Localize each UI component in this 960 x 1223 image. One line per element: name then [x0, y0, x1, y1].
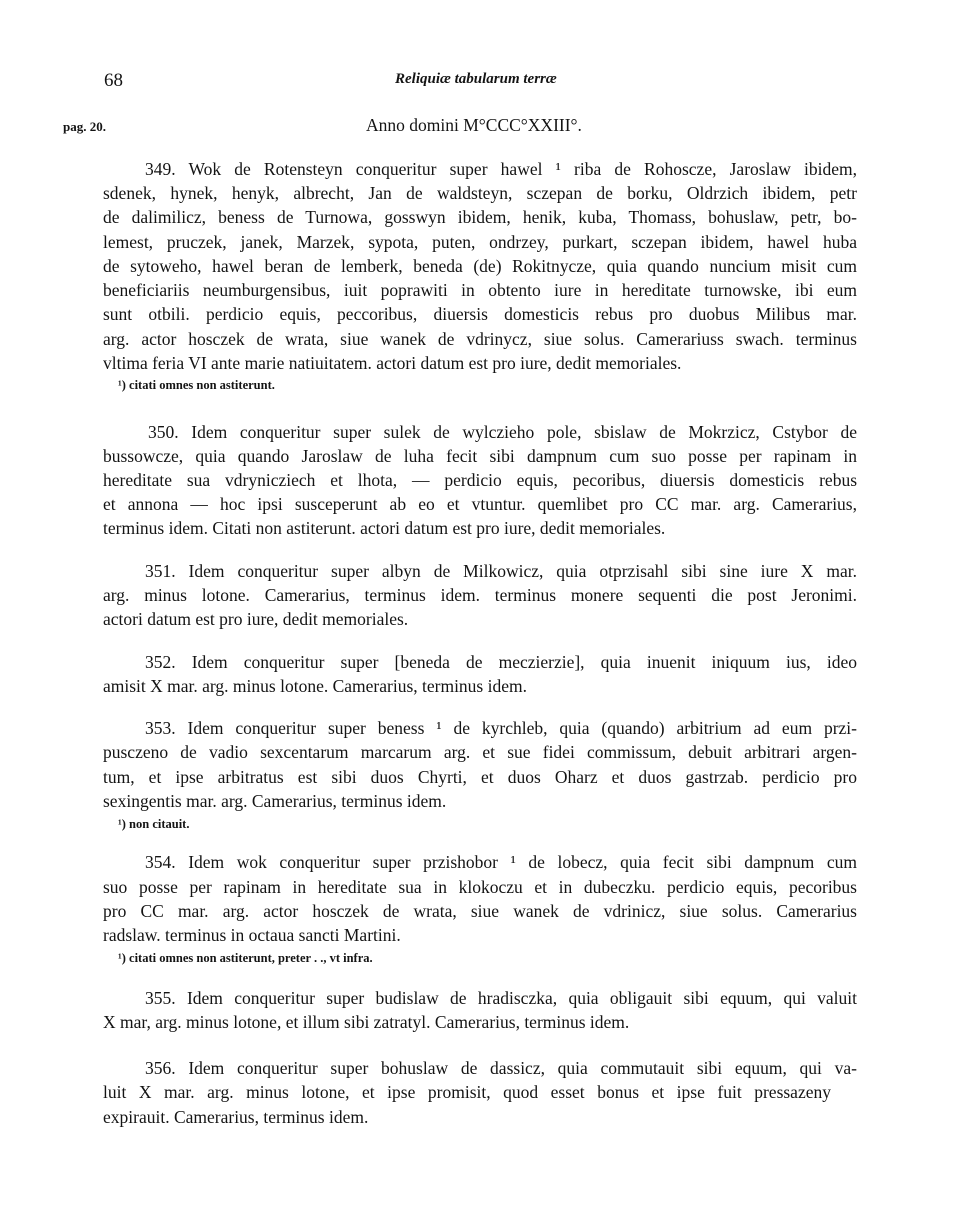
entry-line: 352. Idem conqueritur super [beneda de meczierzie], quia inuenit iniquum ius, ideo [145, 652, 857, 672]
entry-line: amisit X mar. arg. minus lotone. Camerarius, terminus idem. [103, 676, 527, 696]
entry-line: hereditate sua vdrynicziech et lhota, — perdicio equis, pecoribus, diuersis domesticis rebus [103, 470, 857, 490]
entry-line: expirauit. Camerarius, terminus idem. [103, 1107, 369, 1127]
entry-line: sdenek, hynek, henyk, albrecht, Jan de waldsteyn, sczepan de borku, Oldrzich ibidem, petr [103, 183, 857, 203]
entry-line: 355. Idem conqueritur super budislaw de hradisczka, quia obligauit sibi equum, qui valuit [145, 988, 857, 1008]
entry-line: 353. Idem conqueritur super beness ¹ de kyrchleb, quia (quando) arbitrium ad eum przi- [145, 718, 857, 738]
year-heading: Anno domini M°CCC°XXIII°. [366, 115, 582, 135]
entry-line: 354. Idem wok conqueritur super przishobor ¹ de lobecz, quia fecit sibi dampnum cum [145, 852, 857, 872]
footnote: ¹) citati omnes non astiterunt, preter . ., vt infra. [118, 951, 373, 965]
entry-line: pro CC mar. arg. actor hosczek de wrata, siue wanek de vdrinicz, siue solus. Camerarius [103, 901, 857, 921]
entry-line: de dalimilicz, beness de Turnowa, gosswyn ibidem, henik, kuba, Thomass, bohuslaw, petr, bo- [103, 207, 857, 227]
entry-line: 351. Idem conqueritur super albyn de Milkowicz, quia otprzisahl sibi sine iure X mar. [145, 561, 857, 581]
entry-line: tum, et ipse arbitratus est sibi duos Chyrti, et duos Oharz et duos gastrzab. perdicio pro [103, 767, 857, 787]
entry-line: bussowcze, quia quando Jaroslaw de luha fecit sibi dampnum cum suo posse per rapinam in [103, 446, 857, 466]
footnote: ¹) citati omnes non astiterunt. [118, 378, 275, 392]
entry-line: 349. Wok de Rotensteyn conqueritur super hawel ¹ riba de Rohoscze, Jaroslaw ibidem, [145, 159, 857, 179]
running-title: Reliquiæ tabularum terræ [395, 71, 557, 87]
entry-line: arg. actor hosczek de wrata, siue wanek de vdrinycz, siue solus. Camerariuss swach. terminus [103, 329, 857, 349]
entry-line: et annona — hoc ipsi susceperunt ab eo et vtuntur. quemlibet pro CC mar. arg. Camerarius, [103, 494, 857, 514]
entry-line: X mar, arg. minus lotone, et illum sibi zatratyl. Camerarius, terminus idem. [103, 1012, 630, 1032]
entry-line: 350. Idem conqueritur super sulek de wylczieho pole, sbislaw de Mokrzicz, Cstybor de [148, 422, 857, 442]
entry-line: sexingentis mar. arg. Camerarius, terminus idem. [103, 791, 447, 811]
entry-line: 356. Idem conqueritur super bohuslaw de dassicz, quia commutauit sibi equum, qui va- [145, 1058, 857, 1078]
entry-line: vltima feria VI ante marie natiuitatem. actori datum est pro iure, dedit memoriales. [103, 353, 682, 373]
entry-line: suo posse per rapinam in hereditate sua in klokoczu et in dubeczku. perdicio equis, pecoribus [103, 877, 857, 897]
entry-line: actori datum est pro iure, dedit memoriales. [103, 609, 409, 629]
entry-line: arg. minus lotone. Camerarius, terminus idem. terminus monere sequenti die post Jeronimi. [103, 585, 857, 605]
entry-line: sunt otbili. perdicio equis, peccoribus, diuersis domesticis rebus pro duobus Milibus mar. [103, 304, 857, 324]
entry-line: radslaw. terminus in octaua sancti Martini. [103, 925, 401, 945]
entry-line: de sytoweho, hawel beran de lemberk, beneda (de) Rokitnycze, quia quando nuncium misit cum [103, 256, 857, 276]
entry-line: terminus idem. Citati non astiterunt. actori datum est pro iure, dedit memoriales. [103, 518, 666, 538]
page-number: 68 [104, 70, 123, 91]
entry-line: beneficiariis neumburgensibus, iuit poprawiti in obtento iure in hereditate turnowske, ibi eum [103, 280, 857, 300]
footnote: ¹) non citauit. [118, 817, 190, 831]
entry-line: lemest, pruczek, janek, Marzek, sypota, puten, ondrzey, purkart, sczepan ibidem, hawel huba [103, 232, 857, 252]
margin-page-reference: pag. 20. [63, 119, 106, 134]
entry-line: pusczeno de vadio sexcentarum marcarum arg. et sue fidei commissum, debuit arbitrari argen- [103, 742, 857, 762]
entry-line: luit X mar. arg. minus lotone, et ipse promisit, quod esset bonus et ipse fuit pressazeny [103, 1082, 831, 1102]
